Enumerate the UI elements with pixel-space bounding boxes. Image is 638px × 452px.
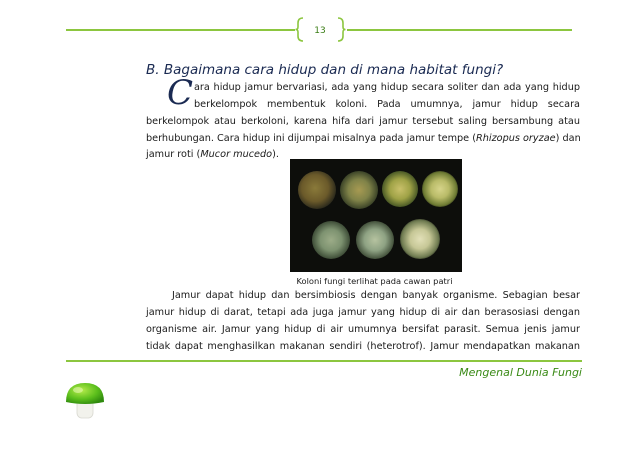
drop-cap: C bbox=[167, 73, 194, 113]
petri-dish bbox=[422, 171, 458, 207]
species-name: Rhizopus oryzae bbox=[476, 133, 556, 144]
text-segment: jamur roti ( bbox=[146, 149, 201, 160]
left-brace-ornament bbox=[295, 17, 304, 42]
petri-dish bbox=[356, 221, 394, 259]
paragraph2-line: Jamur dapat hidup dan bersimbiosis dengan banyak organisme. Sebagian besar bbox=[172, 290, 580, 301]
book-title: Mengenal Dunia Fungi bbox=[459, 366, 582, 379]
section-heading: B. Bagaimana cara hidup dan di mana habitat fungi? bbox=[146, 62, 504, 78]
page-number: 13 bbox=[314, 26, 326, 36]
text-segment: berhubungan. Cara hidup ini dijumpai misalnya pada jamur tempe ( bbox=[146, 133, 477, 144]
petri-dish bbox=[312, 221, 350, 259]
header-rule-left bbox=[66, 29, 295, 31]
petri-dish bbox=[400, 219, 440, 259]
text-segment: ) dan bbox=[555, 133, 581, 144]
petri-dish bbox=[382, 171, 418, 207]
paragraph2-line: tidak dapat menghasilkan makanan sendiri (heterotrof). Jamur mendapatkan makanan bbox=[146, 341, 580, 352]
paragraph1-line: berkelompok membentuk koloni. Pada umumnya, jamur hidup secara bbox=[194, 99, 580, 110]
right-brace-ornament bbox=[337, 17, 346, 42]
paragraph1-line bbox=[146, 149, 279, 161]
footer-rule bbox=[66, 360, 582, 362]
mushroom-icon bbox=[63, 380, 107, 420]
petri-dish bbox=[340, 171, 378, 209]
paragraph1-line bbox=[146, 133, 581, 145]
species-name: Mucor mucedo bbox=[200, 149, 273, 160]
header-rule-right bbox=[347, 29, 572, 31]
paragraph2-line: organisme air. Jamur yang hidup di air umumnya bersifat parasit. Semua jenis jamur bbox=[146, 324, 580, 335]
figure-caption: Koloni fungi terlihat pada cawan patri bbox=[296, 276, 453, 286]
paragraph2-line: jamur hidup di darat, tetapi ada juga jamur yang hidup di air dan berasosiasi dengan bbox=[146, 307, 580, 318]
paragraph1-line: ara hidup jamur bervariasi, ada yang hidup secara soliter dan ada yang hidup bbox=[194, 82, 580, 93]
paragraph1-line: berkelompok atau berkoloni, karena hifa dari jamur tersebut saling bersambung atau bbox=[146, 116, 580, 127]
petri-dish-photo bbox=[290, 159, 462, 272]
petri-dish bbox=[298, 171, 336, 209]
text-segment: ). bbox=[272, 149, 279, 160]
